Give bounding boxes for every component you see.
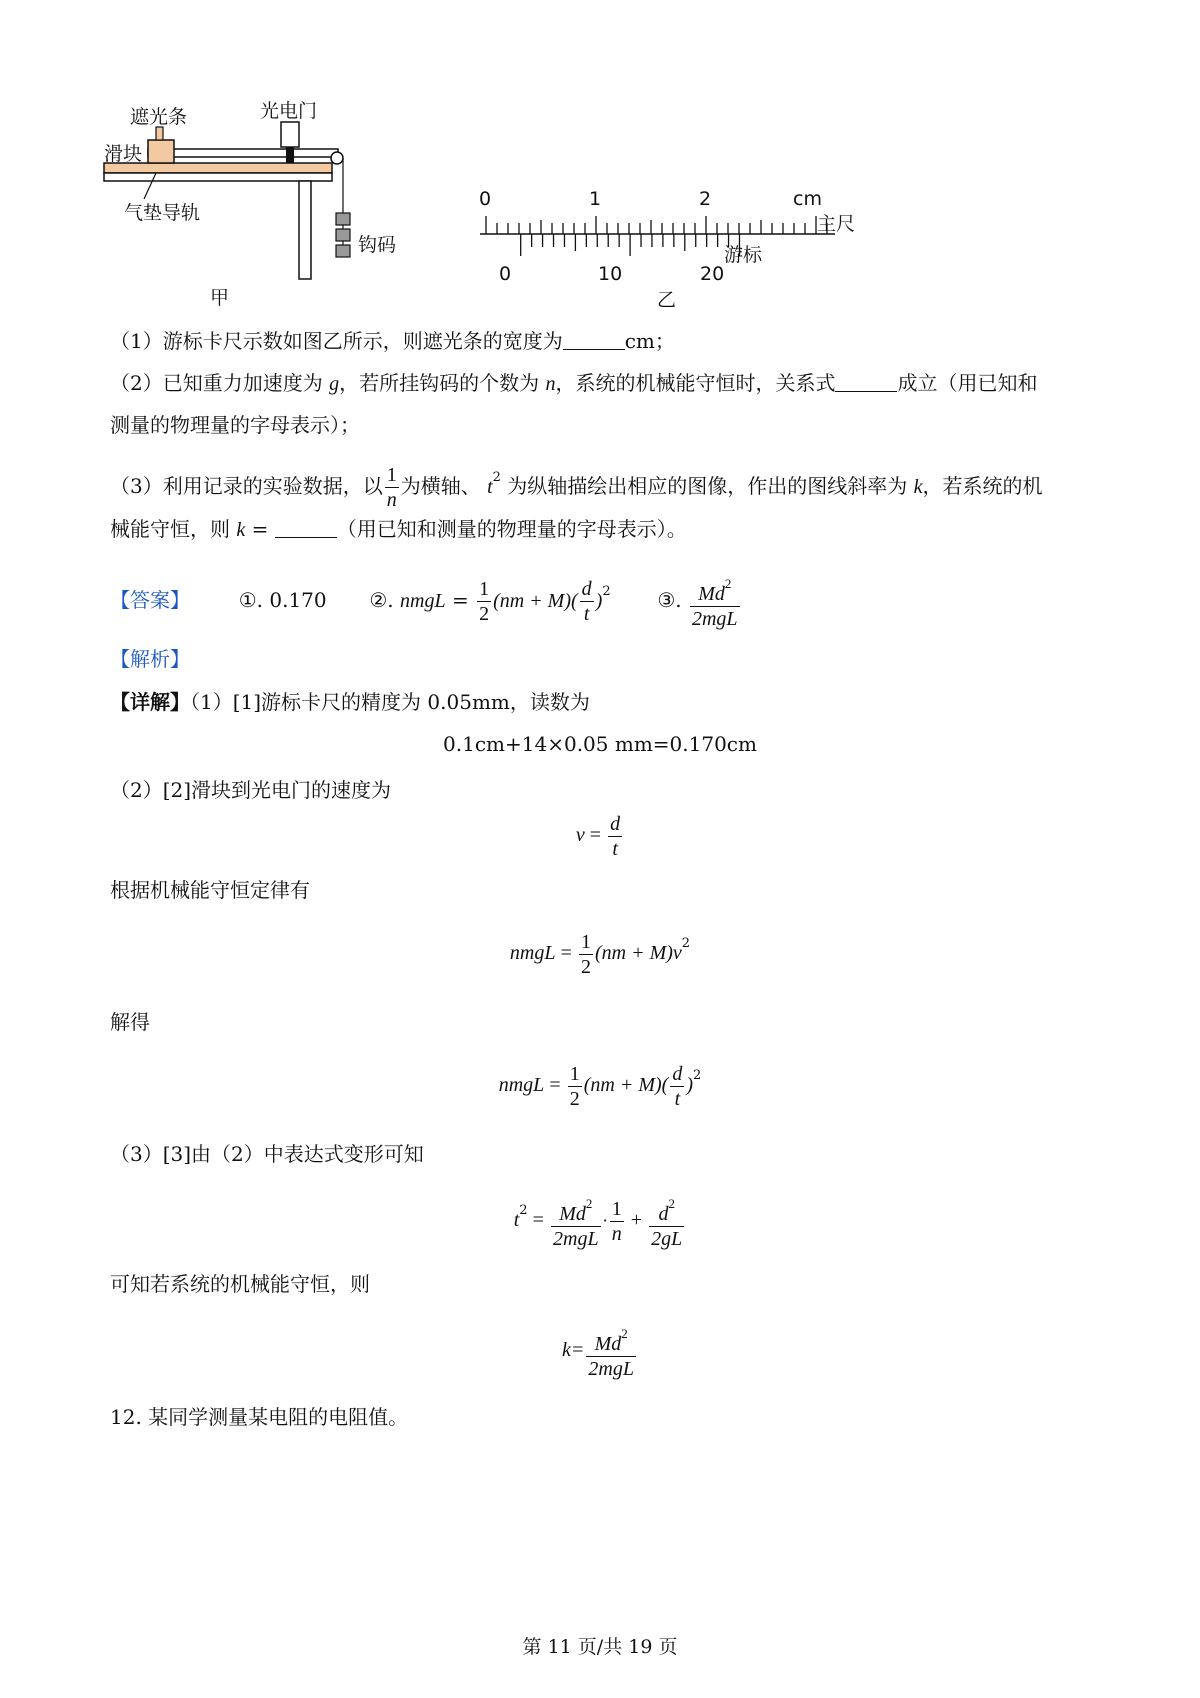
label-gou-ma: 钩码 xyxy=(358,234,397,256)
detail-line-2: （2）[2]滑块到光电门的速度为 xyxy=(110,778,392,802)
unit-cm: cm xyxy=(793,188,822,210)
label-zhe-guang-tiao: 遮光条 xyxy=(130,106,188,128)
q3-fraction-one-over-n: $\frac{1}{n}$ xyxy=(386,464,397,511)
detail-line-5: （3）[3]由（2）中表达式变形可知 xyxy=(110,1142,424,1166)
answer-2-label: ②. xyxy=(369,588,394,612)
answer-1: ①. 0.170 xyxy=(238,588,327,612)
table-leg xyxy=(299,181,311,279)
question-2-line2: 测量的物理量的字母表示）； xyxy=(110,413,360,437)
vernier-label: 游标 xyxy=(724,244,763,266)
answer-3-label: ③. xyxy=(657,588,682,612)
equation-k: k= $\frac{Md^2}{\text{2mgL}}$ xyxy=(0,1322,1200,1381)
vernier-tick-label-20: 20 xyxy=(700,263,725,285)
answer-3-fraction: $\frac{Md^2}{\text{2mgL}}$ xyxy=(690,572,740,631)
next-question: 12. 某同学测量某电阻的电阻值。 xyxy=(110,1405,409,1429)
answer-2-half: $\frac{1}{2}$ xyxy=(479,578,490,625)
answer-blank-1[interactable] xyxy=(563,329,625,350)
answer-blank-3[interactable] xyxy=(275,517,337,538)
question-3: （3）利用记录的实验数据，以 $\frac{1}{n}$ 为横轴、 $t^2$ 为纵轴描绘出相应的图像，作出的图线斜率为 k，若系统的机 xyxy=(110,464,1043,511)
air-track-top xyxy=(148,149,338,157)
main-tick-label-0: 0 xyxy=(479,188,492,210)
hook-weight-1 xyxy=(336,213,350,225)
slider-block xyxy=(148,140,174,163)
vernier-tick-label-10: 10 xyxy=(598,263,623,285)
main-scale-label: 主尺 xyxy=(817,213,856,235)
analysis-label: 【解析】 xyxy=(110,647,190,671)
vernier-tick-label-0: 0 xyxy=(499,263,512,285)
photogate xyxy=(281,122,299,147)
detail-line-6: 可知若系统的机械能守恒，则 xyxy=(110,1272,370,1296)
table-top xyxy=(104,173,332,181)
figure-yi-caption: 乙 xyxy=(657,289,677,311)
hook-weight-2 xyxy=(336,229,350,241)
equation-energy: nmgL = $\frac{1}{2}$ $(nm + M)v^2$ xyxy=(509,931,691,978)
question-2: （2）已知重力加速度为 g，若所挂钩码的个数为 n，系统的机械能守恒时，关系式 成立（用已知和 xyxy=(110,371,1038,395)
detail-line-1: 【详解】（1）[1]游标卡尺的精度为 0.05mm，读数为 xyxy=(110,690,590,714)
equation-t-squared: $t^2$ = $\frac{Md^2}{\text{2mgL}}$ · $\frac{1}{n}$ + $\frac{d^2}{2gL}$ xyxy=(0,1192,1200,1251)
figure-jia-caption: 甲 xyxy=(210,287,230,309)
equation-reading: 0.1cm+14×0.05 mm=0.170cm xyxy=(443,732,757,756)
page-footer: 第 11 页/共 19 页 xyxy=(522,1636,678,1658)
equation-velocity: v = $\frac{d}{t}$ xyxy=(575,813,621,860)
detail-line-3: 根据机械能守恒定律有 xyxy=(110,878,310,902)
question-1: （1）游标卡尺示数如图乙所示，则遮光条的宽度为 cm； xyxy=(110,329,675,353)
equation-solved: nmgL = $\frac{1}{2}$ (nm + M)( $\frac{d}{t}$ )$^2$ xyxy=(498,1063,702,1110)
answer-line: 【答案】 ①. 0.170 ②. nmgL = $\frac{1}{2}$ (nm + M)( $\frac{d}{t}$ )$^2$ ③. $\frac{Md^2}{\text{2mgL}}$ xyxy=(110,565,742,631)
detail-line-4: 解得 xyxy=(110,1010,150,1034)
main-tick-label-1: 1 xyxy=(589,188,602,210)
photogate-post xyxy=(286,147,294,163)
question-3-line2: 械能守恒，则 k = （用已知和测量的物理量的字母表示）。 xyxy=(110,517,687,541)
label-guang-dian-men: 光电门 xyxy=(260,100,318,122)
pulley xyxy=(331,152,343,164)
answer-blank-2[interactable] xyxy=(835,371,897,392)
label-qi-dian-dao-gui: 气垫导轨 xyxy=(124,202,201,224)
main-tick-label-2: 2 xyxy=(699,188,712,210)
label-hua-kuai: 滑块 xyxy=(104,143,143,165)
answer-label: 【答案】 xyxy=(110,588,190,612)
hook-weight-3 xyxy=(336,245,350,257)
